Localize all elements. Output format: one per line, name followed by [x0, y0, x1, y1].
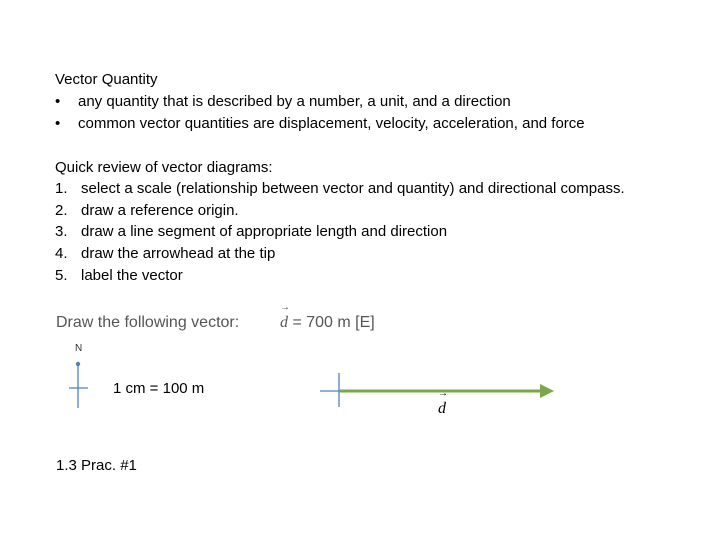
compass-icon — [60, 355, 94, 411]
list-item — [55, 265, 183, 287]
task-prompt: Draw the following vector: — [56, 314, 240, 331]
practice-label: 1.3 Prac. #1 — [56, 457, 137, 474]
step-number: 2. — [55, 202, 68, 219]
section-title-vector-quantity: Vector Quantity — [55, 71, 158, 88]
list-item — [55, 200, 239, 222]
bullet-symbol: • — [55, 93, 61, 110]
step-number: 3. — [55, 223, 68, 240]
step-text: draw the arrowhead at the tip — [81, 245, 276, 262]
bullet-item — [55, 113, 585, 135]
scale-label: 1 cm = 100 m — [113, 380, 205, 397]
step-text: draw a reference origin. — [81, 202, 239, 219]
bullet-text: common vector quantities are displacement, velocity, acceleration, and force — [78, 115, 585, 132]
bullet-item — [55, 91, 511, 113]
list-item — [55, 243, 275, 265]
vector-symbol: → d — [280, 314, 288, 332]
list-item — [55, 221, 447, 243]
bullet-text: any quantity that is described by a number, a unit, and a direction — [78, 93, 511, 110]
task-vector — [280, 314, 375, 332]
compass-north-label: N — [75, 343, 83, 354]
step-number: 1. — [55, 180, 68, 197]
step-number: 4. — [55, 245, 68, 262]
vector-label-symbol: → d — [438, 400, 446, 418]
list-item — [55, 178, 625, 200]
bullet-symbol: • — [55, 115, 61, 132]
vector-arrowhead — [540, 384, 554, 398]
vector-label — [438, 400, 446, 418]
section-title-quick-review: Quick review of vector diagrams: — [55, 159, 273, 176]
step-text: draw a line segment of appropriate length and direction — [81, 223, 448, 240]
step-number: 5. — [55, 267, 68, 284]
step-text: select a scale (relationship between vector and quantity) and directional compass. — [81, 180, 625, 197]
step-text: label the vector — [81, 267, 183, 284]
vector-value: = 700 m [E] — [292, 314, 375, 331]
